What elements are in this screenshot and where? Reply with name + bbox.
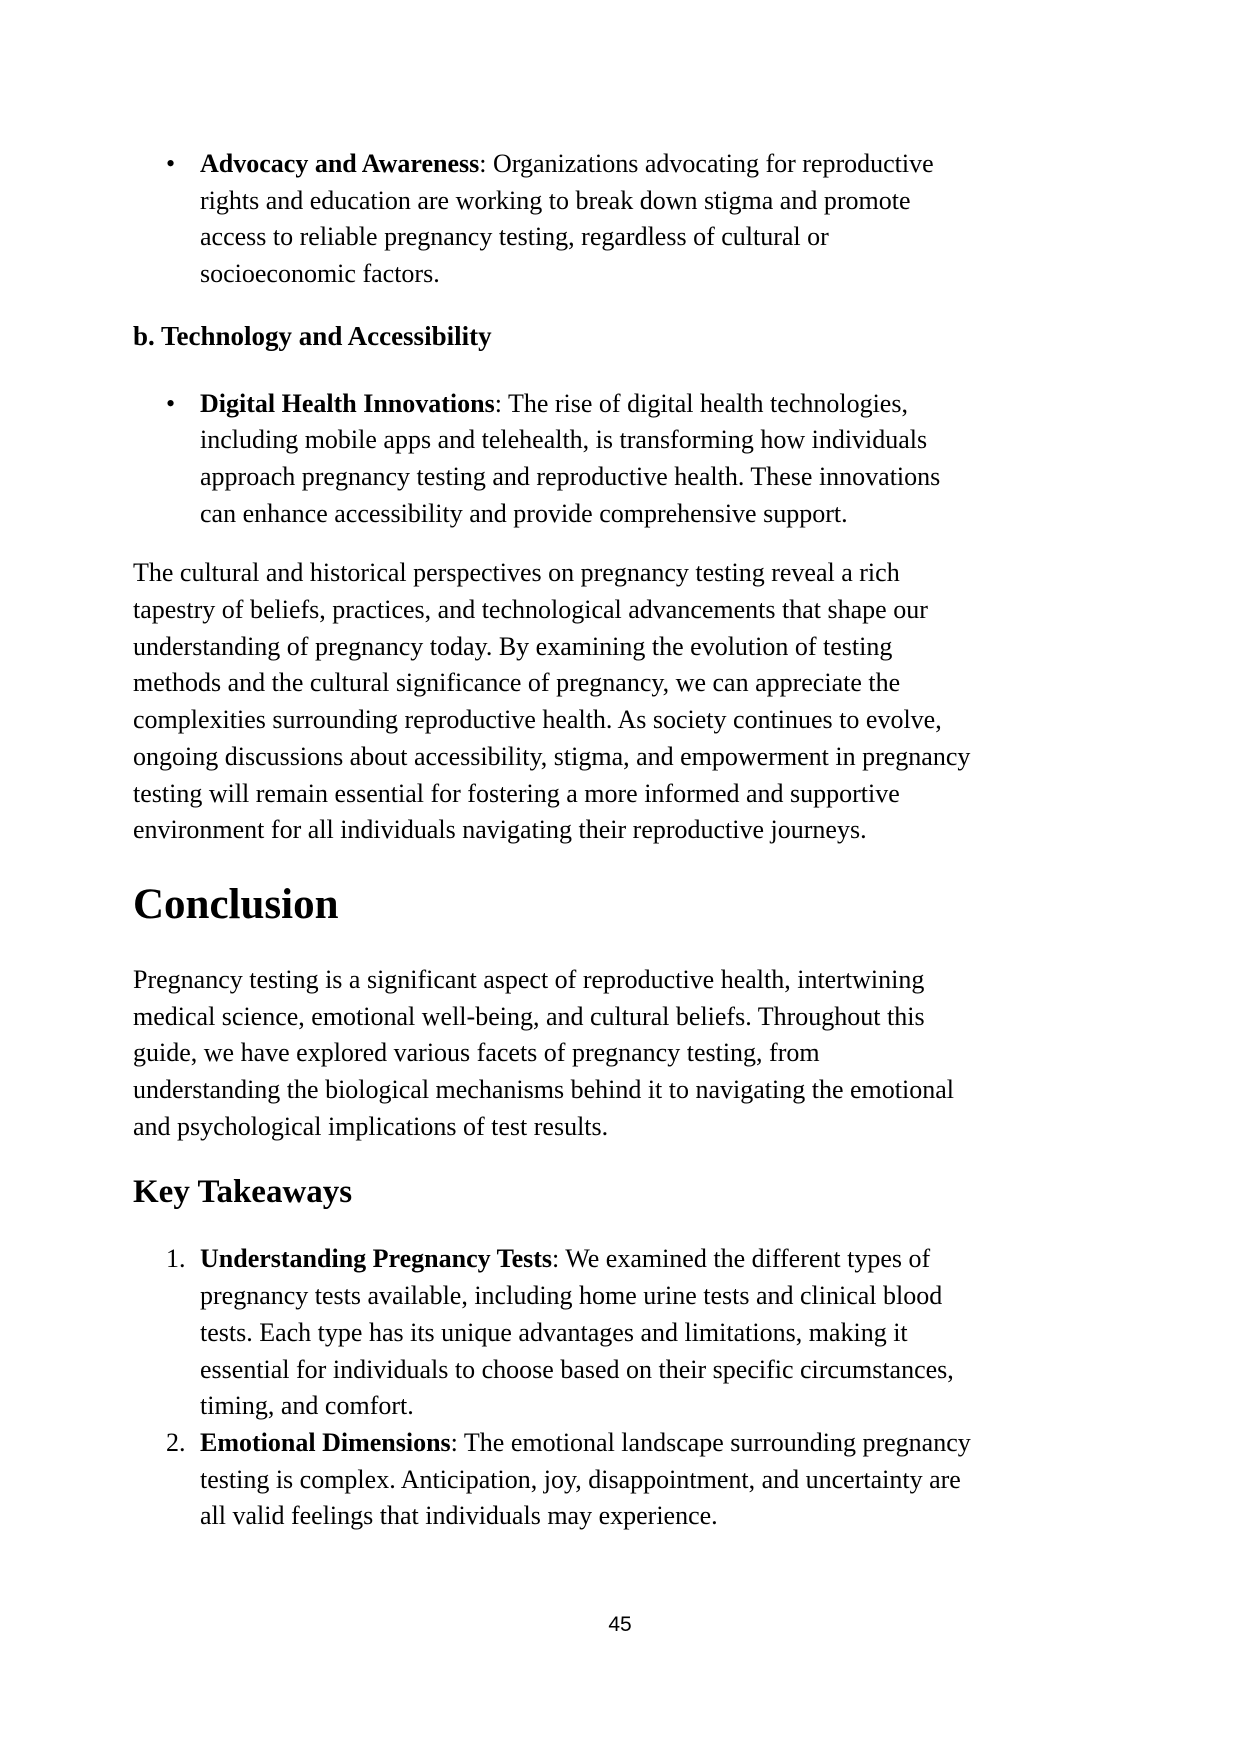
page-content [133, 146, 971, 1535]
bullet-text: : Organizations advocating for reproductive rights and education are working to break down stigma and promote access to reliable pregnancy testing, regardless of cultural or socioeconomic factors. [200, 149, 934, 289]
number-marker: 2. [166, 1427, 186, 1457]
bullet-text: : The rise of digital health technologies, including mobile apps and telehealth, is transforming how individuals approach pregnancy testing and reproductive health. These innovations can enhance accessibility and provide comprehensive support. [200, 388, 941, 528]
heading-key-takeaways: Key Takeaways [133, 1174, 353, 1211]
technology-bullet-list [133, 386, 971, 533]
takeaway-lead: Emotional Dimensions [200, 1427, 451, 1457]
list-item-digital-health [133, 386, 971, 533]
number-marker: 1. [166, 1244, 186, 1274]
list-item-understanding-tests [133, 1241, 971, 1425]
bullet-lead: Digital Health Innovations [200, 388, 495, 418]
advocacy-bullet-list [133, 146, 971, 293]
bullet-marker: • [166, 149, 176, 178]
bullet-lead: Advocacy and Awareness [200, 149, 480, 178]
takeaway-text: : The emotional landscape surrounding pregnancy testing is complex. Anticipation, joy, disappointment, and uncertainty are all valid feelings that individuals may experience. [200, 1427, 971, 1531]
heading-conclusion: Conclusion [133, 880, 339, 928]
list-item-advocacy [133, 146, 971, 293]
bullet-marker: • [166, 388, 176, 418]
paragraph-conclusion-intro: Pregnancy testing is a significant aspect of reproductive health, intertwining medical science, emotional well-being, and cultural beliefs. Throughout this guide, we have explored various facets of pregnancy testing, from understanding the biological mechanisms behind it to navigating the emotional and psychological implications of test results. [133, 964, 954, 1141]
key-takeaways-list [133, 1241, 971, 1535]
page-number-footer: 45 [608, 1613, 632, 1636]
list-item-emotional-dimensions [133, 1425, 971, 1535]
paragraph-cultural-perspectives: The cultural and historical perspectives on pregnancy testing reveal a rich tapestry of beliefs, practices, and technological advancements that shape our understanding of pregnancy today. By examining the evolution of testing methods and the cultural significance of pregnancy, we can appreciate the complexities surrounding reproductive health. As society continues to evolve, ongoing discussions about accessibility, stigma, and empowerment in pregnancy testing will remain essential for fostering a more informed and supportive environment for all individuals navigating their reproductive journeys. [133, 558, 971, 845]
heading-technology-accessibility: b. Technology and Accessibility [133, 320, 492, 351]
takeaway-lead: Understanding Pregnancy Tests [200, 1244, 553, 1274]
takeaway-text: : We examined the different types of pregnancy tests available, including home urine tests and clinical blood tests. Each type has its unique advantages and limitations, making it essential for individuals to choose based on their specific circumstances, timing, and comfort. [200, 1244, 954, 1421]
